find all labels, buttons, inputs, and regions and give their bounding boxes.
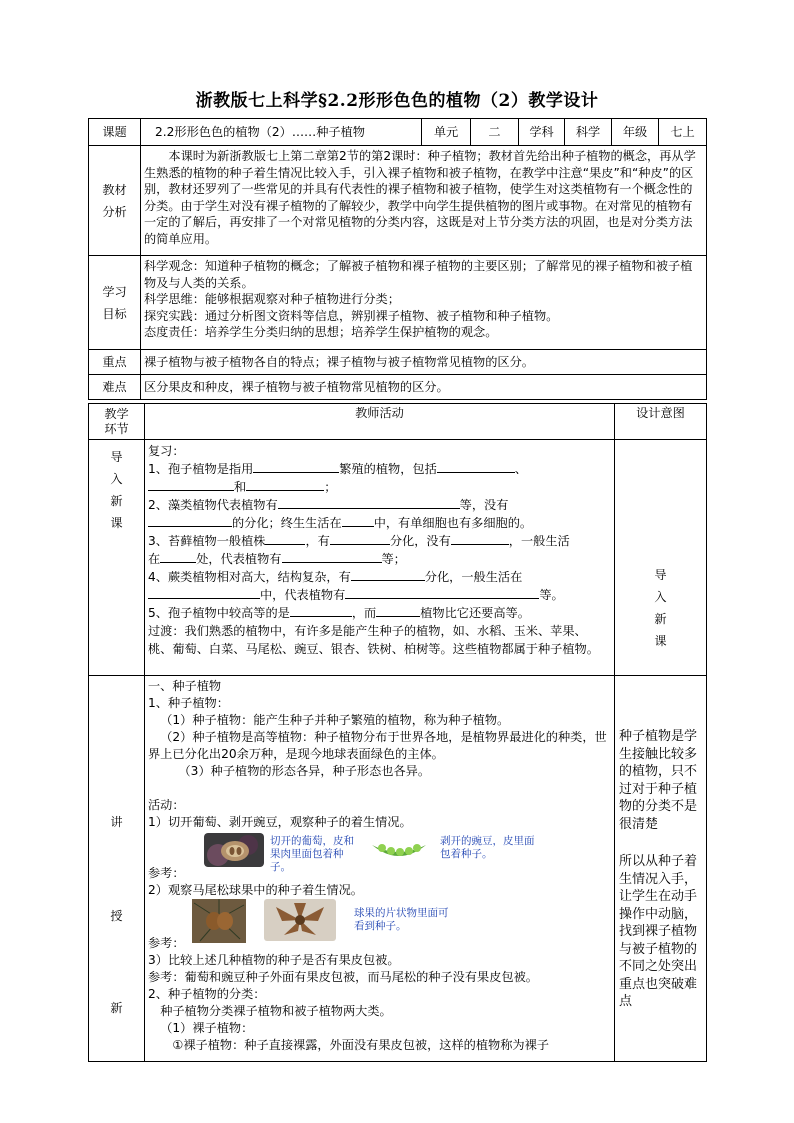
- col-intent-header: 设计意图: [615, 404, 707, 440]
- difficulty-label: 难点: [89, 375, 141, 400]
- process-table: [88, 403, 707, 1062]
- goal-line: 科学思维：能够根据观察对种子植物进行分类；: [144, 292, 400, 306]
- figure-grape-pea: [148, 831, 611, 873]
- info-table: [88, 118, 707, 400]
- goal-line: 探究实践：通过分析图文资料等信息，辨别裸子植物、被子植物和种子植物。: [144, 308, 559, 323]
- pea-caption: 剥开的豌豆，皮里面包着种子。: [440, 835, 535, 860]
- grape-photo: [204, 833, 264, 867]
- difficulty-text: 区分果皮和种皮，裸子植物与被子植物常见植物的区分。: [141, 375, 707, 400]
- transition-text: 过渡：我们熟悉的植物中，有许多是能产生种子的植物，如、水稻、玉米、苹果、桃、葡萄、白菜、马尾松、豌豆、银杏、铁树、柏树等。这些植物都属于种子植物。: [148, 624, 599, 656]
- col-teacher-header: 教师活动: [145, 404, 615, 440]
- pinecone-photo: [264, 899, 336, 941]
- unit-label: 单元: [422, 119, 471, 146]
- intent-teach: 种子植物是学生接触比较多的植物，只不过对于种子植物的分类不是很清楚 所以从种子着生情况入手，让学生在动手操作中动脑，找到裸子植物与被子植物的不同之处突出重点也突破难点: [615, 676, 707, 1062]
- analysis-label: 教材分析: [89, 146, 141, 256]
- figure-pinecone: [148, 899, 611, 943]
- pine-branch-photo: [192, 899, 246, 943]
- intro-activity: 复习： 1、孢子植物是指用 繁殖的植物，包括 、 和 ； 2、藻类植物代表植物有 等，没有 的分化；终生生活在 中，有单细胞也有多细胞的。 3、苔藓植物一般植株 ，有 分化，没有 ，一般生活 在 处，代表植物有 等； 4、蕨类植物相对高大，结构复杂，有 分化，一般生活在 中，代表植物有 等。 5、孢子植物中较高等的是 ，而 植物比它还要高等。 过渡：我们熟悉的植物中，有许多是能产生种子的植物，如、水稻、玉米、苹果、桃、葡萄、白菜、马尾松、豌豆、银杏、铁树、柏树等。这些植物都属于种子植物。: [145, 440, 615, 676]
- grade-label: 年级: [612, 119, 659, 146]
- topic-value: 2.2形形色色的植物（2）……种子植物: [141, 119, 422, 146]
- goal-line: 科学观念：知道种子植物的概念；了解被子植物和裸子植物的主要区别；了解常见的裸子植物和被子植物及与人类的关系。: [144, 259, 693, 290]
- stage-intro: 导 入 新 课: [89, 440, 145, 676]
- subject-value: 科学: [565, 119, 612, 146]
- goal-line: 态度责任：培养学生分类归纳的思想；培养学生保护植物的观念。: [144, 325, 498, 339]
- intent-intro: 导 入 新 课: [615, 440, 707, 676]
- grape-caption: 切开的葡萄，皮和果肉里面包着种子。: [270, 835, 354, 873]
- subject-label: 学科: [519, 119, 565, 146]
- stage-teach: 讲 授 新: [89, 676, 145, 1062]
- analysis-text: 本课时为新浙教版七上第二章第2节的第2课时：种子植物；教材首先给出种子植物的概念，再从学生熟悉的植物的种子着生情况比较入手，引入裸子植物和被子植物，在教学中注意“果皮”和“种皮”的区别，教材还罗列了一些常见的并具有代表性的裸子植物和被子植物，使学生对这类植物有一个概念性的分类。由于学生对没有裸子植物的了解较少，教学中向学生提供植物的图片或事物。在对常见的植物有一定的了解后，再安排了一个对常见植物的分类内容，这既是对上节分类方法的巩固，也是对分类方法的简单应用。: [141, 146, 707, 256]
- goals-label: 学习目标: [89, 256, 141, 350]
- pinecone-caption: 球果的片状物里面可看到种子。: [354, 907, 449, 932]
- teach-activity: 一、种子植物 1、种子植物： （1）种子植物：能产生种子并种子繁殖的植物，称为种子植物。 （2）种子植物是高等植物：种子植物分布于世界各地，是植物界最进化的种类，世界上已分化出20余万种，是现今地球表面绿色的主体。 （3）种子植物的形态各异，种子形态也各异。 活动： 1）切开葡萄、剥开豌豆，观察种子的着生情况。 切开的葡萄，皮和果肉里面包着种子。 剥开的豌豆，皮里面包着种子。 参考： 2）观察马尾松球果中的种子着生情况。 球果的片状物里面可看到种子。 参考： 3）比较上述几种植物的种子是否有果皮包被。 参考：葡萄和豌豆种子外面有果皮包被，而马尾松的种子没有果皮包被。 2、种子植物的分类： 种子植物分类裸子植物和被子植物两大类。 （1）裸子植物： ①裸子植物：种子直接裸露，外面没有果皮包被，这样的植物称为裸子: [145, 676, 615, 1062]
- topic-label: 课题: [89, 119, 141, 146]
- unit-value: 二: [471, 119, 519, 146]
- grade-value: 七上: [659, 119, 707, 146]
- goals-text: [141, 256, 707, 350]
- key-label: 重点: [89, 350, 141, 375]
- page-title: 浙教版七上科学§2.2形形色色的植物（2）教学设计: [195, 91, 599, 111]
- pea-photo: [370, 837, 428, 863]
- key-text: 裸子植物与被子植物各自的特点；裸子植物与被子植物常见植物的区分。: [141, 350, 707, 375]
- col-stage-header: 教学环节: [89, 404, 145, 440]
